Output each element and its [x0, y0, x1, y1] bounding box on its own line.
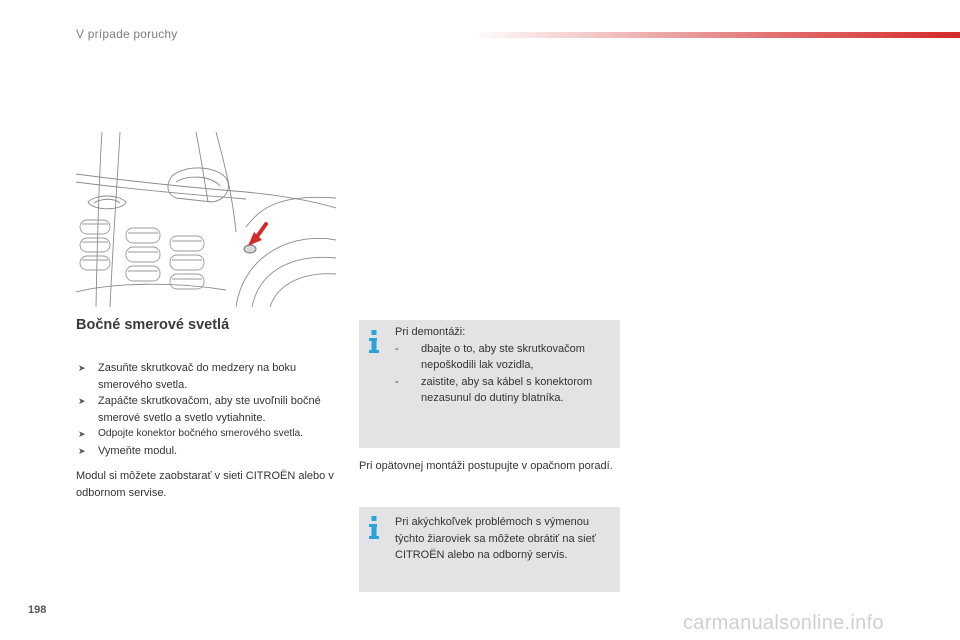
section-title: Bočné smerové svetlá: [76, 317, 230, 333]
step-text: Vymeňte modul.: [98, 444, 178, 457]
parts-availability-note: Modul si môžete zaobstarať v sieti CITROËN alebo v odbornom servise.: [76, 470, 334, 499]
info-box-text: Pri akýchkoľvek problémoch s výmenou týchto žiaroviek sa môžete obrátiť na sieť CITROËN alebo na odborný servis.: [395, 516, 596, 561]
info-box-problems: [359, 507, 620, 592]
info-icon: [368, 516, 380, 540]
arrow-bullet-icon: ➤: [78, 429, 86, 439]
list-item: [76, 443, 346, 460]
step-text: Zapáčte skrutkovačom, aby ste uvoľnili bočné smerové svetlo a svetlo vytiahnite.: [98, 395, 321, 424]
arrow-bullet-icon: ➤: [78, 363, 86, 373]
list-item: [76, 426, 346, 443]
arrow-bullet-icon: ➤: [78, 445, 86, 456]
car-side-indicator-illustration: [76, 132, 336, 307]
info-icon: [368, 330, 380, 354]
info-box-list: [395, 341, 614, 407]
info-item-text: zaistite, aby sa kábel s konektorom nezasunul do dutiny blatníka.: [421, 375, 593, 404]
header-accent-bar: [470, 32, 960, 38]
arrow-bullet-icon: ➤: [78, 396, 86, 406]
list-item: [76, 360, 346, 393]
page-header-title: V prípade poruchy: [76, 27, 178, 41]
step-text: Zasuňte skrutkovač do medzery na boku smerového svetla.: [98, 362, 297, 391]
info-box-intro: Pri demontáži:: [395, 326, 466, 338]
step-text: Odpojte konektor bočného smerového svetla.: [98, 428, 304, 439]
page-number: 198: [28, 604, 47, 616]
reassembly-text: Pri opätovnej montáži postupujte v opačnom poradí.: [359, 460, 613, 472]
list-item: - zaistite, aby sa kábel s konektorom nezasunul do dutiny blatníka.: [395, 375, 593, 404]
red-arrow-icon: [248, 224, 266, 246]
list-item: [76, 393, 346, 426]
list-item: - dbajte o to, aby ste skrutkovačom nepoškodili lak vozidla,: [395, 342, 585, 371]
step-list: [76, 360, 346, 459]
info-box-removal: [359, 320, 620, 448]
info-item-text: dbajte o to, aby ste skrutkovačom nepoškodili lak vozidla,: [421, 342, 585, 371]
watermark: carmanualsonline.info: [683, 612, 884, 634]
